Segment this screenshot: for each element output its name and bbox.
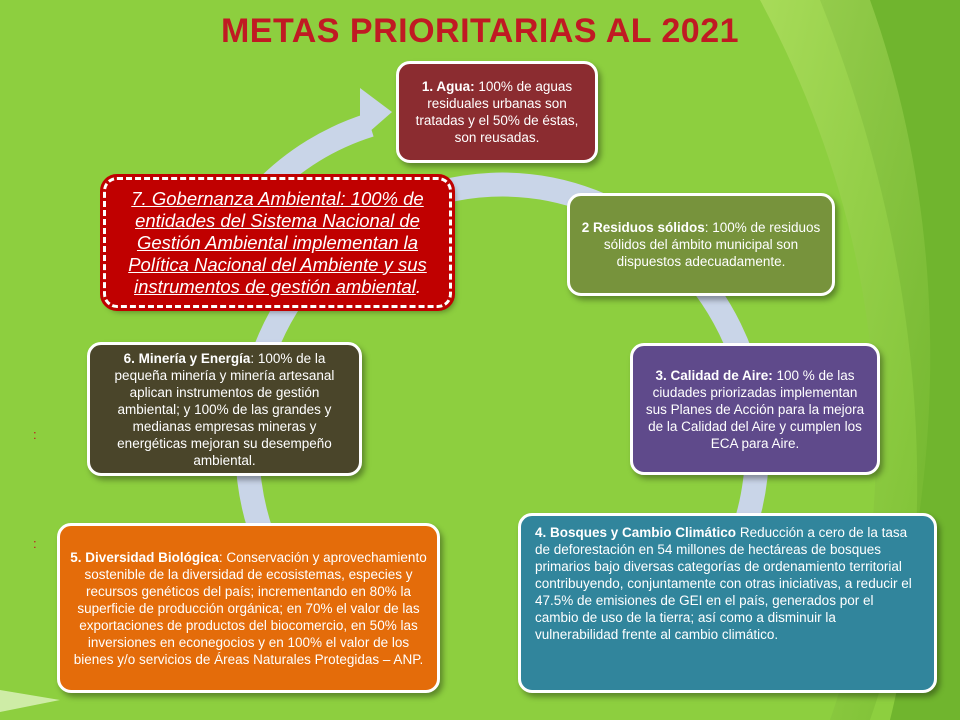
goal-4-forests-climate [518, 513, 937, 693]
goal-6-body: : 100% de la pequeña minería y minería artesanal aplican instrumentos de gestión ambiental; y 100% de las grandes y medianas empresas mineras y energéticas mejoran su desempeño ambiental. [114, 350, 335, 468]
goal-7-environmental-governance [103, 177, 452, 308]
stray-colon-2: : [33, 536, 37, 551]
goal-4-text [535, 524, 920, 643]
goal-3-heading: 3. Calidad de Aire: [655, 367, 773, 383]
goal-2-body: : 100% de residuos sólidos del ámbito municipal son dispuestos adecuadamente. [603, 220, 821, 269]
goal-1-water [396, 61, 598, 163]
goal-1-text [409, 78, 585, 146]
goal-3-text [643, 367, 867, 452]
goal-1-heading: 1. Agua: [421, 79, 475, 94]
stray-colon-1: : [33, 427, 37, 442]
goal-5-heading: 5. Diversidad Biológica [70, 549, 219, 565]
goal-2-solid-waste [567, 193, 835, 296]
goal-5-text [70, 549, 427, 668]
goal-2-text [580, 219, 822, 270]
goal-1-body: 100% de aguas residuales urbanas son tratadas y el 50% de éstas, son reusadas. [415, 79, 579, 145]
goal-7-suffix: . [415, 275, 421, 297]
goal-5-body: : Conservación y aprovechamiento sostenible de la diversidad de ecosistemas, especies y recursos genéticos del país; incrementando en 80% la superficie de producción orgánica; en 70% el valor de las exportaciones de productos del biocomercio, en 50% las inversiones en econegocios y en 100% el valor de los bienes y/o servicios de Áreas Naturales Protegidas – ANP. [73, 549, 427, 667]
goal-3-body: 100 % de las ciudades priorizadas implementan sus Planes de Acción para la mejora de la Calidad del Aire y cumplen los ECA para Aire. [645, 367, 865, 451]
goal-6-mining-energy [87, 342, 362, 476]
goal-3-air-quality [630, 343, 880, 475]
cycle-arrowhead [360, 88, 392, 140]
goal-6-heading: 6. Minería y Energía [123, 350, 251, 366]
goal-7-body: 7. Gobernanza Ambiental: 100% de entidades del Sistema Nacional de Gestión Ambiental implementan la Política Nacional del Ambiente y sus instrumentos de gestión ambiental [128, 187, 427, 297]
goal-4-heading: 4. Bosques y Cambio Climático [535, 525, 737, 540]
page-title: METAS PRIORITARIAS AL 2021 [220, 12, 740, 50]
goal-6-text [100, 350, 349, 469]
goal-5-biodiversity [57, 523, 440, 693]
goal-4-body: Reducción a cero de la tasa de deforestación en 54 millones de hectáreas de bosques primarios bajo diversas categorías de ordenamiento territorial contribuyendo, conjuntamente con otras iniciativas, a reducir el 47.5% de emisiones de GEI en el país, generados por el cambio de uso de la tierra; así como a disminuir la vulnerabilidad frente al cambio climático. [535, 525, 912, 642]
corner-stripe [0, 690, 60, 712]
goal-7-text [116, 188, 439, 298]
goal-2-heading: 2 Residuos sólidos [581, 220, 705, 235]
